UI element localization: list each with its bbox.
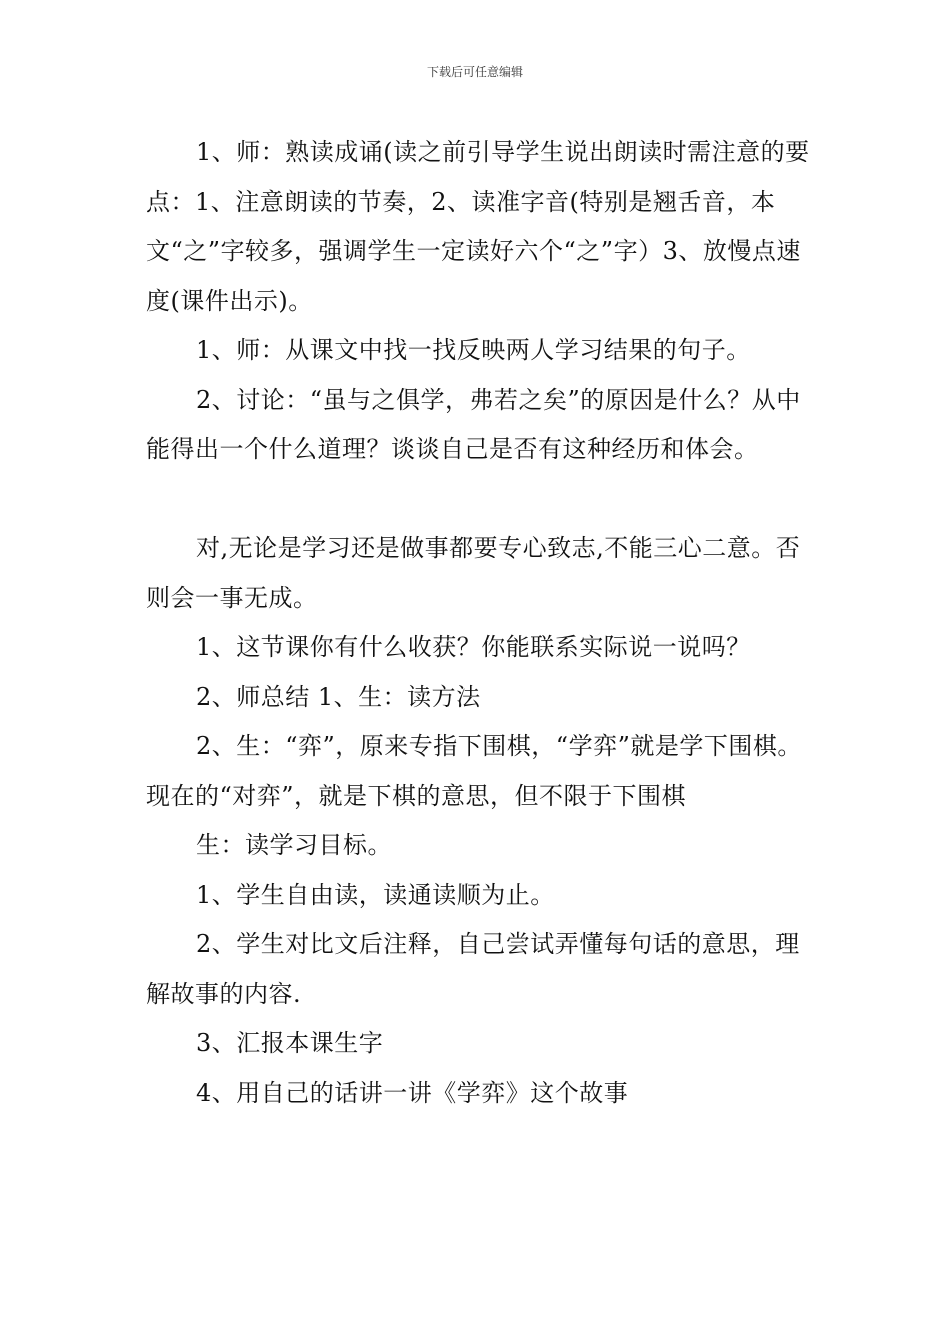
paragraph-learning-goals: 生：读学习目标。 — [196, 831, 392, 859]
paragraph-yi-meaning: 2、生：“弈”，原来专指下围棋，“学弈”就是学下围棋。现在的“对弈”，就是下棋的意思，但不限于下围棋 — [146, 732, 802, 810]
paragraph-discussion: 2、讨论：“虽与之俱学，弗若之矣”的原因是什么？从中能得出一个什么道理？谈谈自己是否有这种经历和体会。 — [146, 385, 801, 463]
paragraph-retell-story: 4、用自己的话讲一讲《学弈》这个故事 — [196, 1078, 629, 1107]
blank-line — [146, 475, 816, 525]
paragraph-annotations: 2、学生对比文后注释，自己尝试弄懂每句话的意思，理解故事的内容. — [146, 930, 800, 1008]
paragraph-reading-guidance: 1、师：熟读成诵(读之前引导学生说出朗读时需注意的要点：1、注意朗读的节奏，2、读准字音(特别是翘舌音，本文“之”字较多，强调学生一定读好六个“之”字）3、放慢点速度(课件出示)。 — [146, 138, 810, 315]
paragraph-find-sentences: 1、师：从课文中找一找反映两人学习结果的句子。 — [196, 336, 751, 364]
paragraph-free-reading: 1、学生自由读，读通读顺为止。 — [196, 880, 555, 909]
paragraph-new-characters: 3、汇报本课生字 — [196, 1029, 384, 1057]
paragraph-teacher-summary: 2、师总结 1、生：读方法 — [196, 682, 481, 711]
paragraph-harvest-question: 1、这节课你有什么收获？你能联系实际说一说吗？ — [196, 633, 751, 661]
page-header: 下载后可任意编辑 — [426, 65, 523, 79]
paragraph-conclusion: 对,无论是学习还是做事都要专心致志,不能三心二意。否则会一事无成。 — [146, 534, 801, 612]
document-body — [146, 128, 816, 1118]
